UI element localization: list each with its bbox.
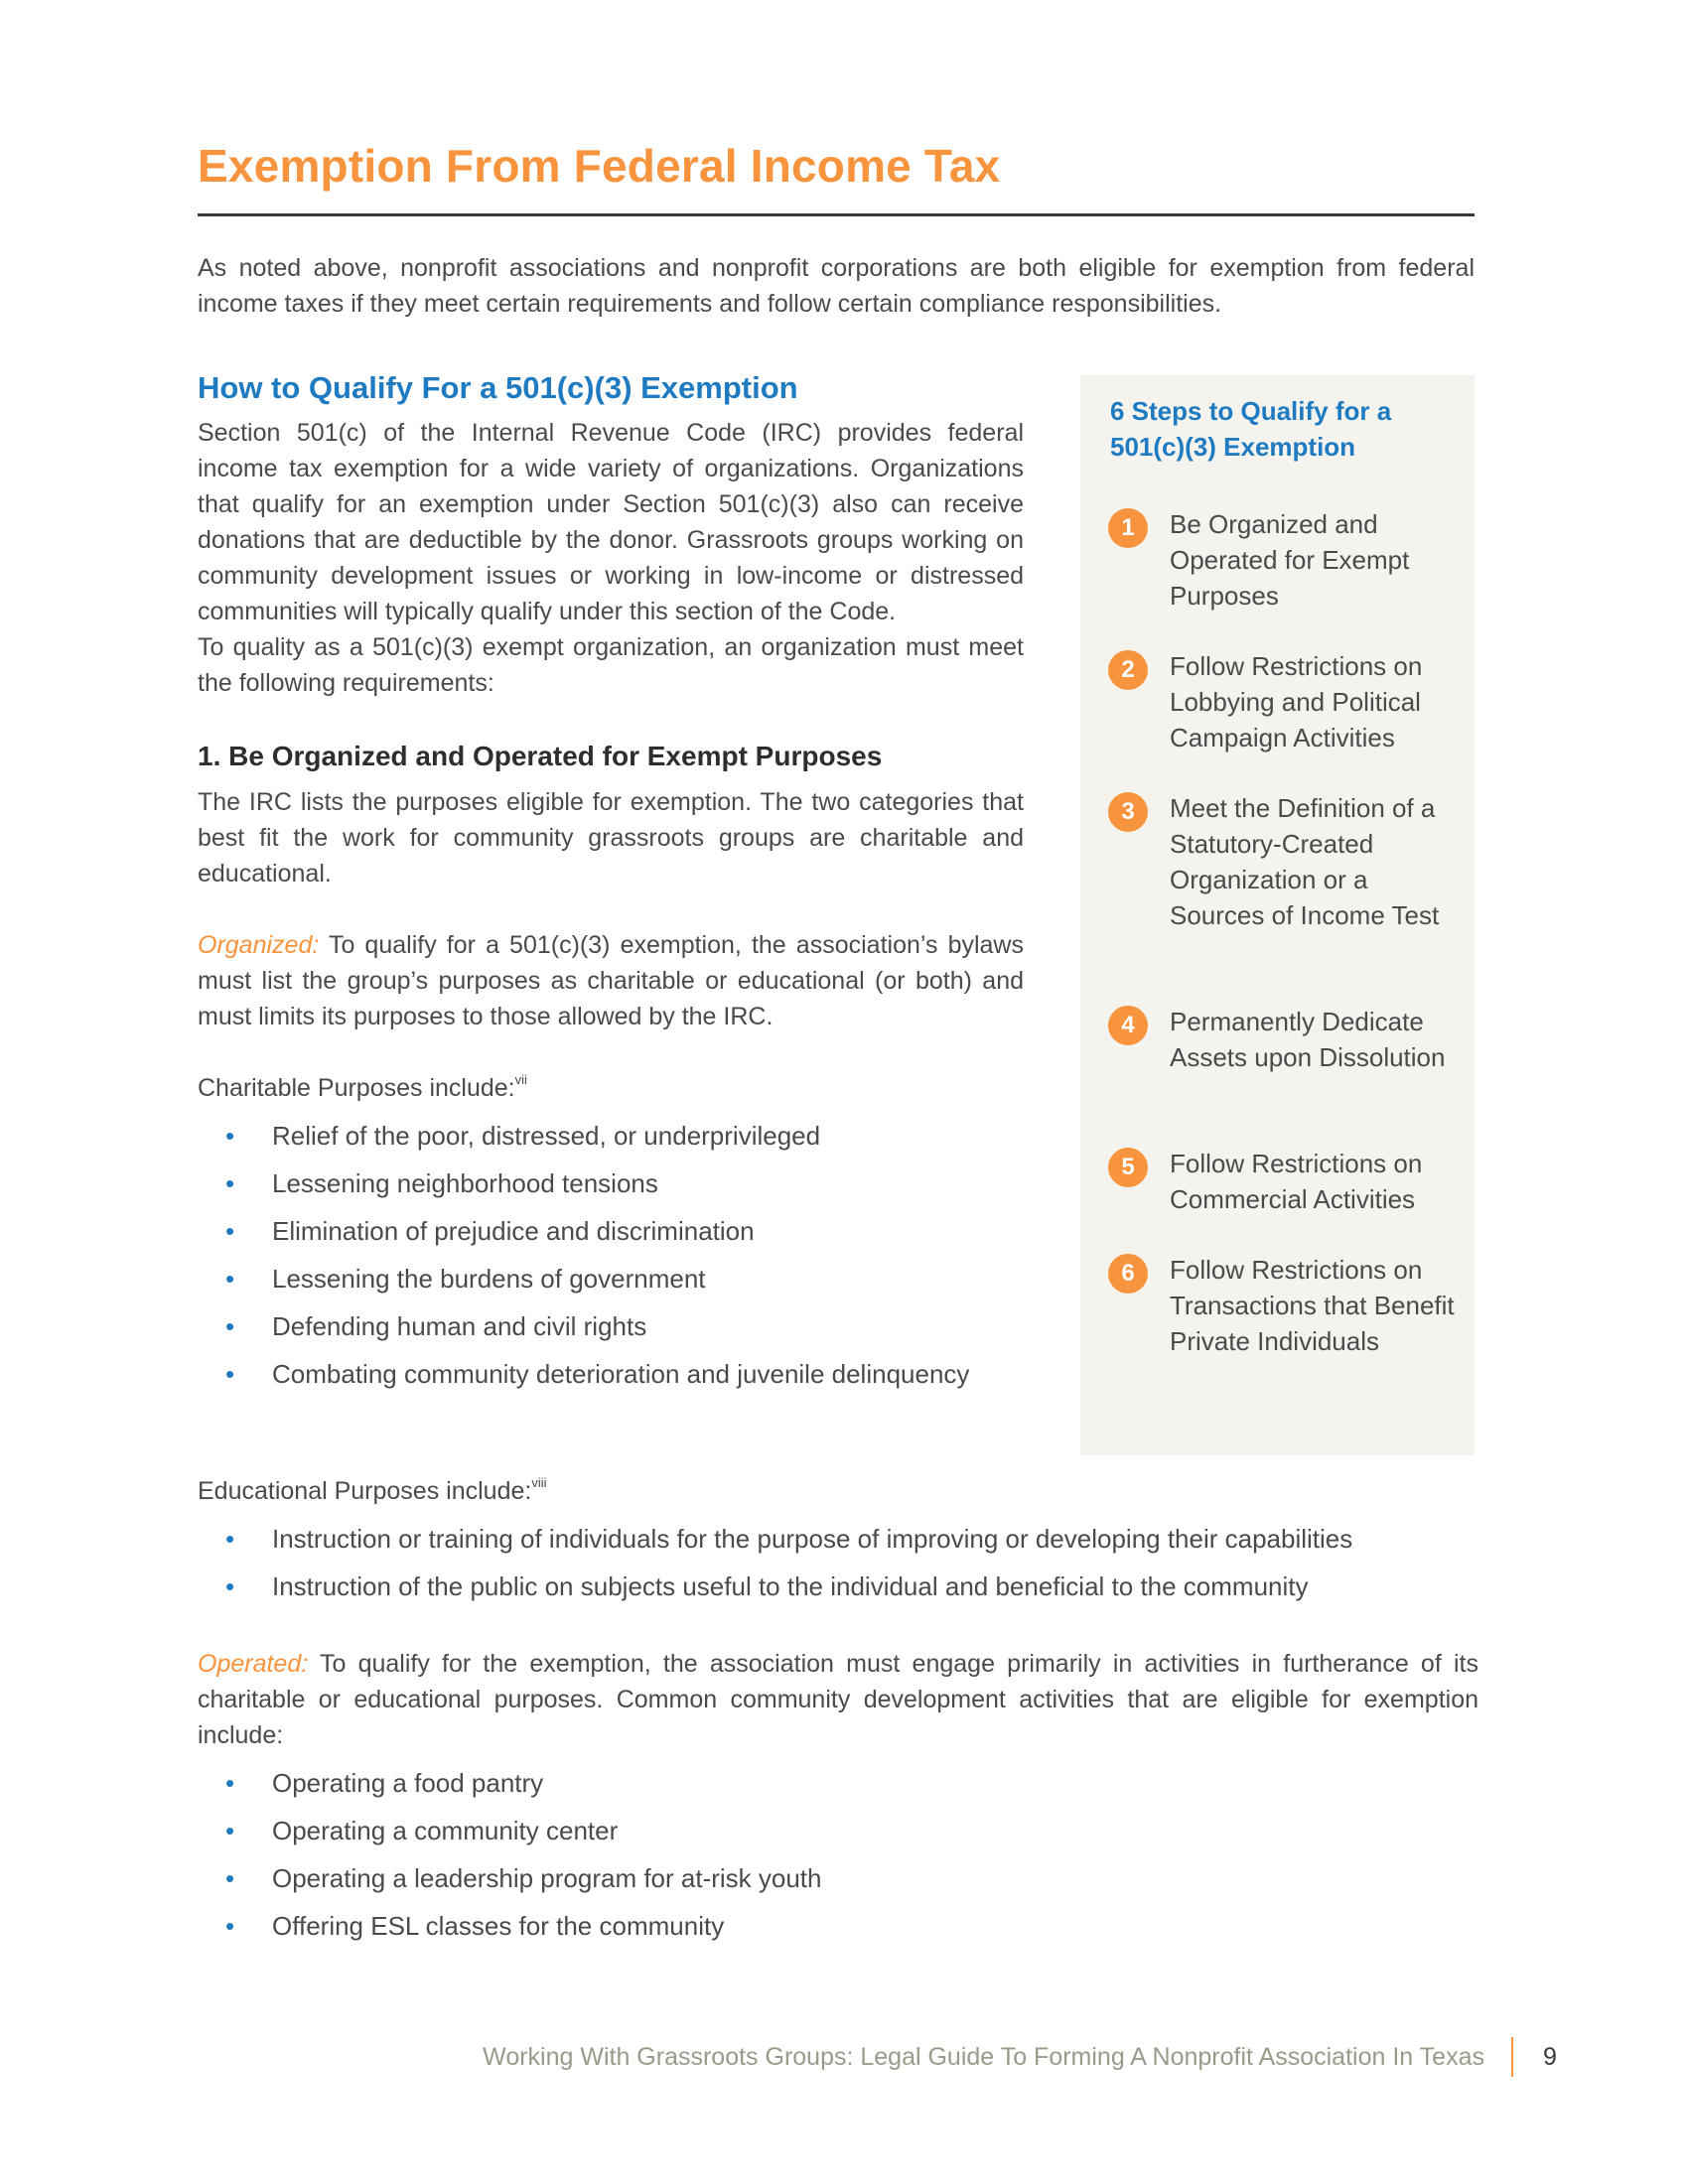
operated-text: To qualify for the exemption, the association must engage primarily in activities in furtherance of its charitable or educational purposes. Common community development activities that are eligible for exemption include: [198,1650,1478,1749]
step-number-badge: 6 [1108,1254,1148,1294]
list-item-text: Operating a food pantry [272,1768,544,1798]
sidebar-title: 6 Steps to Qualify for a 501(c)(3) Exemption [1110,396,1392,462]
section-heading: How to Qualify For a 501(c)(3) Exemption [198,370,798,405]
page-title: Exemption From Federal Income Tax [198,140,1001,192]
list-item [198,1807,1478,1854]
step-number-badge: 4 [1108,1006,1148,1045]
step-label: Be Organized and Operated for Exempt Purposes [1170,509,1410,611]
section-paragraph-2: To quality as a 501(c)(3) exempt organization, an organization must meet the following requirements: [198,633,1024,697]
lower-section [198,1473,1478,1950]
educational-label-text: Educational Purposes include: [198,1477,532,1505]
list-item [198,1759,1478,1807]
charitable-list [198,1112,1024,1398]
step-label: Follow Restrictions on Commercial Activities [1170,1149,1423,1214]
step-label: Follow Restrictions on Lobbying and Political Campaign Activities [1170,651,1423,752]
list-item-text: Operating a leadership program for at-risk youth [272,1863,822,1893]
list-item [198,1255,1024,1302]
operated-label: Operated: [198,1650,309,1678]
main-column [198,367,1024,1398]
educational-list [198,1515,1478,1610]
bullet-icon: • [225,1863,235,1893]
step-label: Permanently Dedicate Assets upon Dissolution [1170,1007,1446,1072]
step-label: Meet the Definition of a Statutory-Created Organization or a Sources of Income Test [1170,793,1440,930]
bullet-icon: • [225,1524,235,1554]
step-label: Follow Restrictions on Transactions that Benefit Private Individuals [1170,1255,1455,1356]
operated-paragraph [198,1646,1478,1753]
list-item [198,1207,1024,1255]
list-item [198,1350,1024,1398]
organized-text: To qualify for a 501(c)(3) exemption, the association’s bylaws must list the group’s purposes as charitable or educational (or both) and must limits its purposes to those allowed by the IRC. [198,931,1024,1030]
list-item-text: Instruction or training of individuals for the purpose of improving or developing their capabilities [272,1524,1353,1554]
bullet-icon: • [225,1168,235,1198]
list-item [198,1302,1024,1350]
list-item-text: Lessening neighborhood tensions [272,1168,658,1198]
list-item-text: Relief of the poor, distressed, or underprivileged [272,1121,821,1151]
charitable-label [198,1070,1024,1106]
list-item [198,1563,1478,1610]
step-number-badge: 5 [1108,1148,1148,1187]
operated-list [198,1759,1478,1950]
list-item [198,1515,1478,1563]
list-item-text: Instruction of the public on subjects useful to the individual and beneficial to the community [272,1571,1309,1601]
step-number-badge: 1 [1108,508,1148,548]
bullet-icon: • [225,1571,235,1601]
list-item [198,1902,1478,1950]
footnote-ref-vii: vii [514,1072,527,1087]
title-divider [198,213,1475,216]
list-item-text: Offering ESL classes for the community [272,1911,725,1941]
bullet-icon: • [225,1121,235,1151]
purposes-paragraph: The IRC lists the purposes eligible for exemption. The two categories that best fit the work for community grassroots groups are charitable and educational. [198,788,1024,887]
list-item [198,1160,1024,1207]
list-item-text: Lessening the burdens of government [272,1264,706,1294]
steps-sidebar [1080,375,1475,1455]
charitable-label-text: Charitable Purposes include: [198,1074,515,1102]
section-paragraph-1: Section 501(c) of the Internal Revenue Code (IRC) provides federal income tax exemption for a wide variety of organizations. Organizations that qualify for an exemption under Section 501(c)(3) also can receive donations that are deductible by the donor. Grassroots groups working on community development issues or working in low-income or distressed communities will typically qualify under this section of the Code. [198,419,1024,625]
list-item-text: Combating community deterioration and juvenile delinquency [272,1359,970,1389]
list-item-text: Defending human and civil rights [272,1311,647,1341]
bullet-icon: • [225,1768,235,1798]
organized-paragraph [198,927,1024,1034]
list-item-text: Operating a community center [272,1816,619,1845]
subheading: 1. Be Organized and Operated for Exempt Purposes [198,741,883,771]
bullet-icon: • [225,1311,235,1341]
educational-label [198,1473,1478,1509]
bullet-icon: • [225,1264,235,1294]
list-item [198,1112,1024,1160]
step-number-badge: 2 [1108,650,1148,690]
footer-divider [1511,2037,1513,2077]
list-item [198,1854,1478,1902]
bullet-icon: • [225,1911,235,1941]
footer-title: Working With Grassroots Groups: Legal Guide To Forming A Nonprofit Association In Texas [483,2043,1484,2071]
page-number: 9 [1543,2043,1557,2071]
list-item-text: Elimination of prejudice and discrimination [272,1216,755,1246]
bullet-icon: • [225,1216,235,1246]
bullet-icon: • [225,1359,235,1389]
footnote-ref-viii: viii [531,1475,547,1490]
intro-paragraph: As noted above, nonprofit associations and nonprofit corporations are both eligible for exemption from federal income taxes if they meet certain requirements and follow certain compliance responsibilities. [198,254,1475,318]
bullet-icon: • [225,1816,235,1845]
organized-label: Organized: [198,931,320,959]
step-number-badge: 3 [1108,792,1148,832]
